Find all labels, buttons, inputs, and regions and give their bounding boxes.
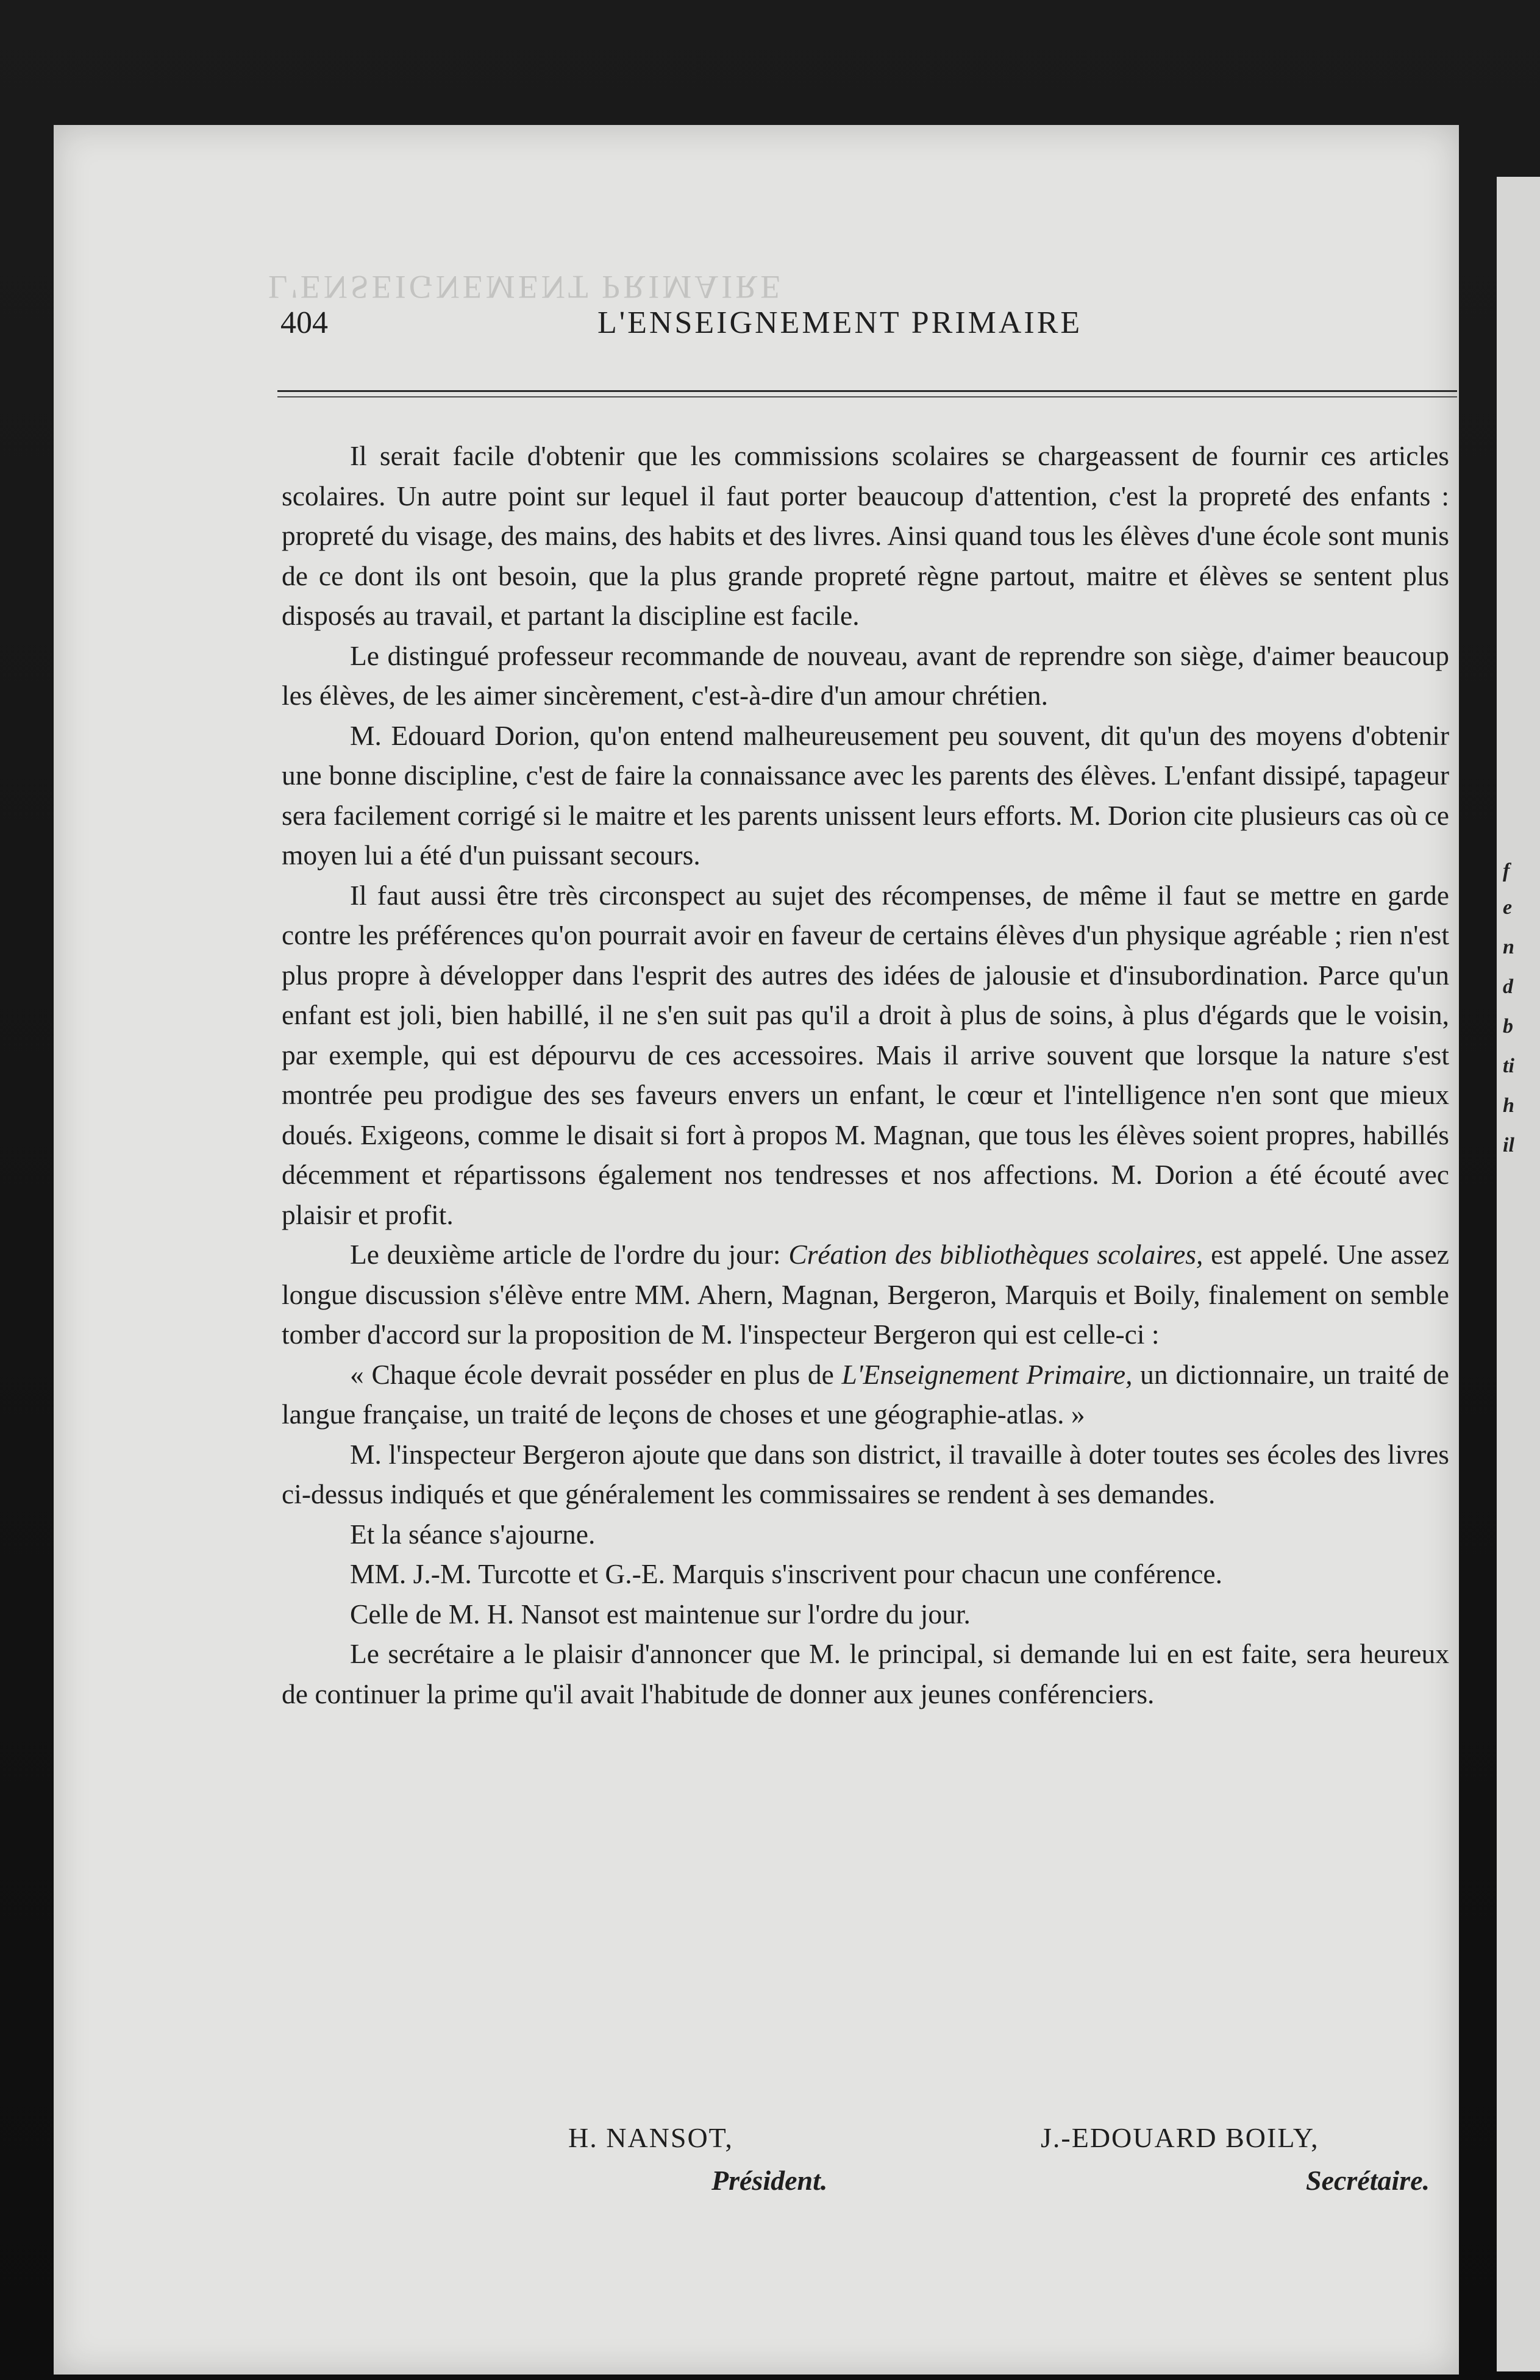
header-rule xyxy=(277,390,1457,392)
paragraph: Le secrétaire a le plaisir d'annoncer que M. le principal, si demande lui en est faite, sera heureux de continuer la prime qu'il avait l'habitude de donner aux jeunes conférenciers. xyxy=(282,1638,1449,1709)
edge-fragment: h xyxy=(1503,1094,1514,1117)
quoted-paragraph xyxy=(282,1355,1449,1434)
italic-title: Création des bibliothèques scolaires, xyxy=(788,1239,1203,1270)
page-number: 404 xyxy=(280,305,328,340)
president-title: Président. xyxy=(711,2165,828,2196)
paragraph: Il serait facile d'obtenir que les commissions scolaires se chargeassent de fournir ces articles scolaires. Un autre point sur lequel il faut porter beaucoup d'attention, c'est la propreté des enfants : propreté du visage, des mains, des habits et des livres. Ainsi quand tous les élèves d'une école sont munis de ce dont ils ont besoin, que la plus grande propreté règne partout, maitre et élèves se sentent plus disposés au travail, et partant la discipline est facile. xyxy=(282,440,1449,631)
adjacent-page-edge xyxy=(1497,177,1540,2371)
edge-fragment: f xyxy=(1503,860,1510,882)
text-run: Le deuxième article de l'ordre du jour: xyxy=(350,1239,789,1270)
edge-fragment: e xyxy=(1503,896,1513,919)
signature-block xyxy=(282,2122,1449,2225)
edge-fragment: d xyxy=(1503,975,1513,998)
edge-fragment: il xyxy=(1503,1134,1514,1156)
president-name: H. NANSOT, xyxy=(568,2122,733,2153)
paragraph: MM. J.-M. Turcotte et G.-E. Marquis s'inscrivent pour chacun une conférence. xyxy=(350,1558,1223,1589)
bleed-through-header: L'ENSEIGNEMENT PRIMAIRE xyxy=(268,269,784,305)
paragraph xyxy=(282,1235,1449,1355)
paragraph: M. l'inspecteur Bergeron ajoute que dans son district, il travaille à doter toutes ses écoles des livres ci-dessus indiqués et que généralement les commissaires se rendent à ses demandes. xyxy=(282,1438,1449,1509)
edge-fragment: ti xyxy=(1503,1055,1514,1077)
paragraph: Il faut aussi être très circonspect au sujet des récompenses, de même il faut se mettre en garde contre les préférences qu'on pourrait avoir en faveur de certains élèves d'un physique agréable ; rien n'est plus propre à développer dans l'esprit des autres des idées de jalousie et d'insubordination. Parce qu'un enfant est joli, bien habillé, il ne s'en suit pas qu'il a droit à plus de soins, à plus d'égards que le voisin, par exemple, qui est dépourvu de ces accessoires. Mais il arrive souvent que lorsque la nature s'est montrée peu prodigue des ses faveurs envers un enfant, le cœur et l'intelligence n'en sont que mieux doués. Exigeons, comme le disait si fort à propos M. Magnan, que tous les élèves soient propres, habillés décemment et répartissons également nos tendresses et nos affections. M. Dorion a été écouté avec plaisir et profit. xyxy=(282,879,1449,1230)
secretary-title: Secrétaire. xyxy=(1306,2165,1430,2196)
text-run: est appelé. Une assez longue discussion s'élève entre MM. Ahern, Magnan, Bergeron, Marquis et Boily, finalement on semble tomber d'accord sur la proposition de M. l'inspecteur Bergeron qui est celle-ci : xyxy=(282,1239,1449,1350)
running-header: L'ENSEIGNEMENT PRIMAIRE xyxy=(597,305,1083,340)
secretary-name: J.-EDOUARD BOILY, xyxy=(1041,2122,1319,2153)
edge-fragment: n xyxy=(1503,936,1514,958)
edge-fragment: b xyxy=(1503,1015,1513,1038)
body-text xyxy=(282,436,1449,1714)
header-rule-thin xyxy=(277,396,1457,397)
paragraph: Celle de M. H. Nansot est maintenue sur l'ordre du jour. xyxy=(350,1598,971,1630)
paragraph: Et la séance s'ajourne. xyxy=(350,1518,596,1550)
text-run: un dictionnaire, un traité de langue française, un traité de leçons de choses et une géographie-atlas. » xyxy=(282,1358,1449,1430)
italic-title: L'Enseignement Primaire, xyxy=(841,1358,1133,1390)
text-run: « Chaque école devrait posséder en plus de xyxy=(350,1358,842,1390)
paragraph: Le distingué professeur recommande de nouveau, avant de reprendre son siège, d'aimer beaucoup les élèves, de les aimer sincèrement, c'est-à-dire d'un amour chrétien. xyxy=(282,640,1449,711)
paragraph: M. Edouard Dorion, qu'on entend malheureusement peu souvent, dit qu'un des moyens d'obtenir une bonne discipline, c'est de faire la connaissance avec les parents des élèves. L'enfant dissipé, tapageur sera facilement corrigé si le maitre et les parents unissent leurs efforts. M. Dorion cite plusieurs cas où ce moyen lui a été d'un puissant secours. xyxy=(282,719,1449,871)
